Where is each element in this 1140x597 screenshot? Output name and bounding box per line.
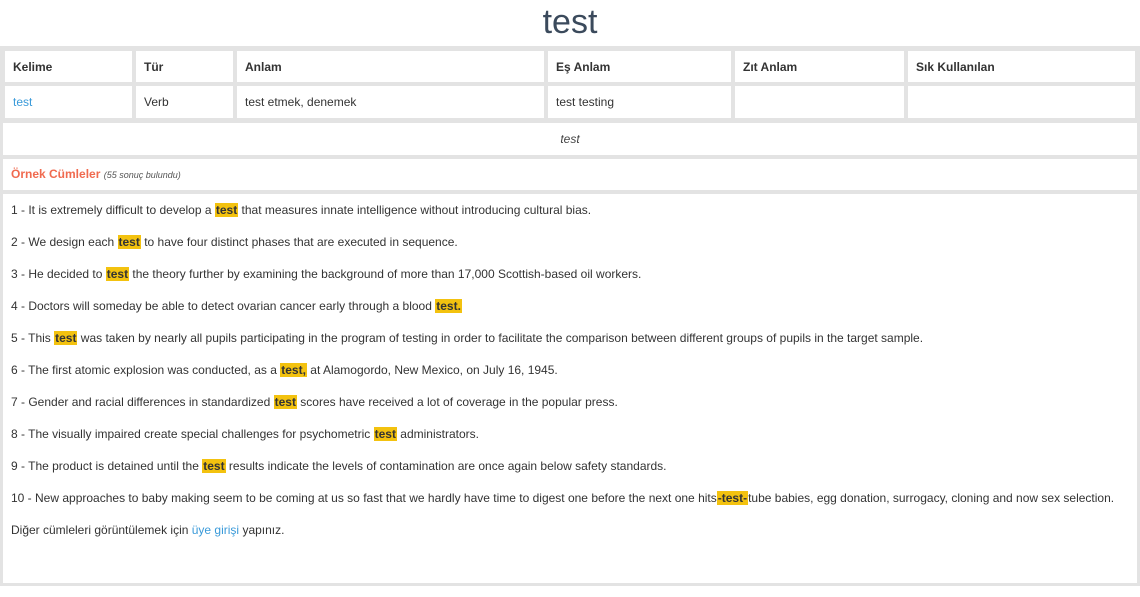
word-link[interactable]: test — [13, 95, 33, 109]
example-sentence: 8 - The visually impaired create special challenges for psychometric test administrators. — [11, 427, 479, 441]
table-header-row — [3, 49, 1137, 84]
cell-es-anlam: test testing — [546, 84, 733, 120]
example-sentence: 9 - The product is detained until the test results indicate the levels of contamination are once again below safety standards. — [11, 459, 667, 473]
highlight-word: test — [55, 331, 77, 345]
example-sentence: 10 - New approaches to baby making seem to be coming at us so fast that we hardly have time to digest one before the next one hits-test-tube babies, egg donation, surrogacy, cloning and now sex selection. — [11, 491, 1115, 505]
cell-anlam: test etmek, denemek — [235, 84, 546, 120]
example-sentence: 3 - He decided to test the theory further by examining the background of more than 17,000 Scottish-based oil workers. — [11, 267, 642, 281]
header-tur: Tür — [134, 49, 235, 84]
cell-sik-kullanilan — [906, 84, 1137, 120]
highlight-word: test — [203, 459, 225, 473]
examples-count: (55 sonuç bulundu) — [103, 170, 181, 180]
pronunciation-row: test — [3, 123, 1137, 155]
highlight-word: test — [374, 427, 396, 441]
highlight-word: test — [118, 235, 140, 249]
content-frame — [0, 46, 1140, 586]
example-sentence: 7 - Gender and racial differences in standardized test scores have received a lot of coverage in the popular press. — [11, 395, 618, 409]
example-sentence: 2 - We design each test to have four distinct phases that are executed in sequence. — [11, 235, 458, 249]
header-kelime: Kelime — [3, 49, 134, 84]
highlight-word: -test- — [717, 491, 748, 505]
example-sentence: 1 - It is extremely difficult to develop a test that measures innate intelligence without introducing cultural bias. — [11, 203, 592, 217]
header-zit-anlam: Zıt Anlam — [733, 49, 906, 84]
cell-tur: Verb — [134, 84, 235, 120]
examples-label: Örnek Cümleler — [11, 167, 101, 181]
examples-header — [3, 159, 1137, 190]
login-prompt: Diğer cümleleri görüntülemek için üye girişi yapınız. — [11, 523, 285, 537]
header-anlam: Anlam — [235, 49, 546, 84]
header-sik-kullanilan: Sık Kullanılan — [906, 49, 1137, 84]
highlight-word: test — [274, 395, 296, 409]
example-sentence: 6 - The first atomic explosion was conducted, as a test, at Alamogordo, New Mexico, on July 16, 1945. — [11, 363, 558, 377]
header-es-anlam: Eş Anlam — [546, 49, 733, 84]
cell-kelime — [3, 84, 134, 120]
highlight-word: test — [106, 267, 129, 281]
highlight-word: test — [215, 203, 238, 217]
login-link[interactable]: üye girişi — [191, 523, 240, 537]
page-title: test — [542, 3, 598, 41]
examples-list — [3, 194, 1137, 583]
word-table — [3, 49, 1137, 120]
highlight-word: test. — [436, 299, 461, 313]
highlight-word: test, — [281, 363, 306, 377]
example-sentence: 5 - This test was taken by nearly all pupils participating in the program of testing in order to facilitate the comparison between different groups of pupils in the target sample. — [11, 331, 924, 345]
table-row — [3, 84, 1137, 120]
example-sentence: 4 - Doctors will someday be able to detect ovarian cancer early through a blood test. — [11, 299, 461, 313]
cell-zit-anlam — [733, 84, 906, 120]
